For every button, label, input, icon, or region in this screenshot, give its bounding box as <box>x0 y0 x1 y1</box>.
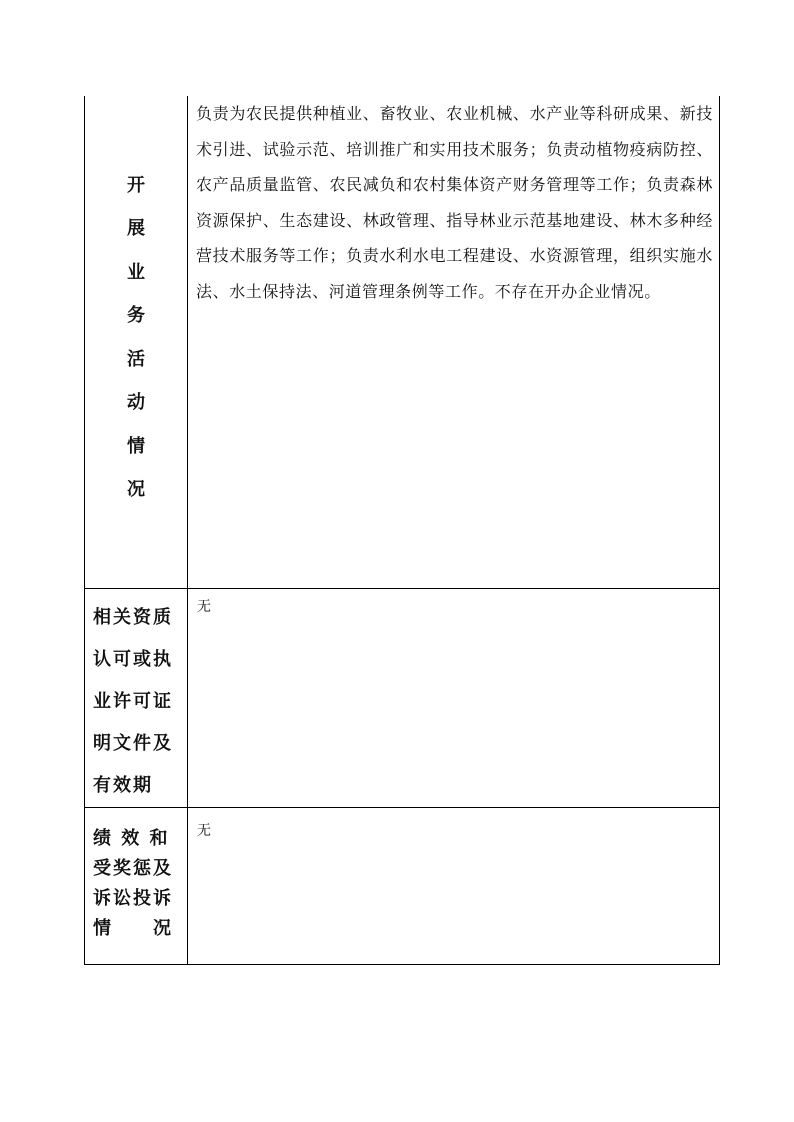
license-label <box>85 589 187 807</box>
label-line: 受奖惩及 <box>93 857 173 879</box>
activity-label <box>85 96 187 588</box>
performance-label-cell <box>85 807 188 964</box>
performance-content: 无 <box>197 822 211 839</box>
label-char: 展 <box>127 218 145 240</box>
activity-row <box>85 96 720 588</box>
license-content-cell <box>188 588 720 807</box>
license-row <box>85 588 720 807</box>
label-line: 诉讼投诉 <box>93 887 173 909</box>
license-label-cell <box>85 588 188 807</box>
label-char: 情 <box>127 435 145 457</box>
label-line: 情 况 <box>93 917 173 939</box>
label-char: 务 <box>127 305 145 327</box>
label-line: 明文件及 <box>93 732 173 754</box>
activity-content: 负责为农民提供种植业、畜牧业、农业机械、水产业等科研成果、新技术引进、试验示范、培训推广和实用技术服务；负责动植物疫病防控、农产品质量监管、农民减负和农村集体资产财务管理等工作；负责森林资源保护、生态建设、林政管理、指导林业示范基地建设、林木多种经营技术服务等工作；负责水利水电工程建设、水资源管理，组织实施水法、水土保持法、河道管理条例等工作。不存在开办企业情况。 <box>196 104 713 301</box>
label-line: 相关资质 <box>93 606 173 628</box>
label-char: 动 <box>127 392 145 414</box>
performance-row <box>85 807 720 964</box>
info-form-table <box>84 96 720 965</box>
label-char: 业 <box>127 261 145 283</box>
label-line: 绩 效 和 <box>93 827 170 849</box>
performance-label <box>85 808 187 964</box>
activity-label-cell <box>85 96 188 588</box>
label-char: 活 <box>127 348 145 370</box>
label-char: 况 <box>127 479 145 501</box>
activity-content-cell <box>188 96 720 588</box>
license-content: 无 <box>197 598 211 615</box>
label-char: 开 <box>127 174 145 196</box>
performance-content-cell <box>188 807 720 964</box>
label-line: 业许可证 <box>93 690 173 712</box>
label-line: 认可或执 <box>93 648 173 670</box>
label-line: 有效期 <box>93 774 153 796</box>
